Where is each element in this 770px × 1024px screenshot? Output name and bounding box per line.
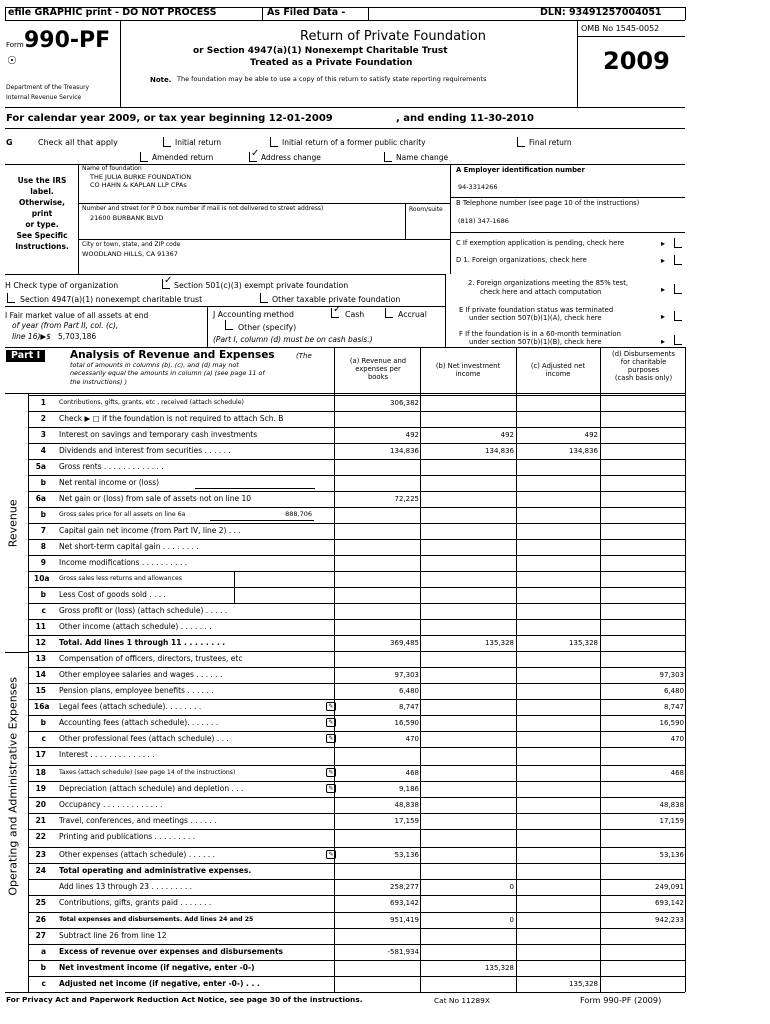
name-change-label: Name change [396, 153, 449, 162]
amount-col-d: 8,747 [663, 703, 684, 711]
note-label: Note. [150, 76, 172, 84]
accrual-label: Accrual [398, 310, 427, 319]
amount-col-b: 134,836 [485, 447, 514, 455]
line-number: 2 [40, 414, 46, 423]
check-all-intro: Check all that apply [38, 138, 118, 147]
line-number: c [41, 734, 46, 743]
line-label: Dividends and interest from securities . . . . . . [59, 446, 231, 455]
section-501c3-label: Section 501(c)(3) exempt private foundation [174, 281, 349, 290]
irs-label-line6: See Specific [16, 231, 68, 240]
amount-col-a: 53,136 [394, 851, 419, 859]
line-label: Adjusted net income (if negative, enter -0-) . . . [59, 979, 260, 988]
line-number: c [41, 606, 46, 615]
terminated-label2: under section 507(b)(1)(A), check here [469, 314, 602, 322]
amount-col-a: 72,225 [394, 495, 419, 503]
line-label: Travel, conferences, and meetings . . . . . . [59, 816, 217, 825]
fmv-line3: line 16)▶$ [12, 332, 51, 341]
amount-col-d: 942,233 [655, 916, 684, 924]
amount-col-b: 0 [509, 916, 514, 924]
col-c-header-1: (c) Adjusted net [530, 362, 586, 370]
line-label: Net investment income (if negative, enter -0-) [59, 963, 255, 972]
gross-sales-inline-value: 888,706 [285, 510, 312, 518]
cash-checkbox[interactable] [331, 308, 339, 318]
part1-title-note: (The [296, 352, 312, 360]
note-text: The foundation may be able to use a copy of this return to satisfy state reporting requirements [177, 75, 487, 83]
address-change-checkbox[interactable] [249, 152, 257, 162]
foreign-org-checkbox[interactable] [674, 255, 682, 265]
amount-col-d: 249,091 [655, 883, 684, 891]
line-number: 21 [35, 816, 46, 825]
line-label: Other expenses (attach schedule) . . . . . . [59, 850, 215, 859]
sixty-month-checkbox[interactable] [674, 335, 682, 345]
dept-line2: Internal Revenue Service [6, 94, 82, 101]
col-b-header-2: income [455, 370, 481, 378]
line-label: Printing and publications . . . . . . . . . [59, 832, 196, 841]
final-return-checkbox[interactable] [517, 137, 525, 147]
line-number: 18 [35, 768, 46, 777]
form-subtitle2: Treated as a Private Foundation [250, 58, 413, 68]
line-number: 15 [35, 686, 46, 695]
amount-col-b: 492 [500, 431, 514, 439]
part1-tag: Part I [6, 350, 45, 362]
calendar-year-prefix: For calendar year 2009, or tax year beginning 12-01-2009 [6, 113, 333, 124]
line-number: 25 [35, 898, 46, 907]
form-title: Return of Private Foundation [300, 29, 486, 44]
attachment-icon[interactable]: ✎ [326, 702, 336, 711]
amount-col-d: 97,303 [659, 671, 684, 679]
irs-label-line1: Use the IRS [17, 176, 67, 185]
g-label: G [6, 138, 13, 147]
amount-col-d: 17,159 [659, 817, 684, 825]
line-number: 11 [35, 622, 46, 631]
line-label: Less Cost of goods sold . . . . [59, 590, 166, 599]
line-number: 16a [34, 702, 50, 711]
amount-col-a: 492 [405, 431, 419, 439]
line-label: Interest . . . . . . . . . . . . . . [59, 750, 155, 759]
amount-col-b: 135,328 [485, 639, 514, 647]
attachment-icon[interactable]: ✎ [326, 850, 336, 859]
part1-desc3: the instructions) ) [70, 378, 127, 386]
initial-return-label: Initial return [175, 138, 222, 147]
line-number: 5a [35, 462, 46, 471]
cash-label: Cash [345, 310, 365, 319]
catalog-number: Cat No 11289X [434, 996, 490, 1005]
line-label: Net gain or (loss) from sale of assets not on line 10 [59, 494, 252, 503]
line-label: Add lines 13 through 23 . . . . . . . . . [59, 882, 192, 891]
initial-return-checkbox[interactable] [163, 137, 171, 147]
amount-col-c: 135,328 [569, 639, 598, 647]
arrow-icon: ▸ [661, 256, 666, 265]
amount-col-a: 693,142 [390, 899, 419, 907]
city-label: City or town, state, and ZIP code [82, 241, 181, 248]
arrow-icon: ▸ [661, 337, 666, 346]
sixty-month-label1: F If the foundation is in a 60-month termination [459, 330, 621, 338]
exemption-pending-checkbox[interactable] [674, 238, 682, 248]
line-number: 6a [35, 494, 46, 503]
line-number: b [40, 478, 46, 487]
cash-basis-note: (Part I, column (d) must be on cash basis.) [213, 335, 373, 344]
amount-col-d: 693,142 [655, 899, 684, 907]
foundation-care-of: CO HAHN & KAPLAN LLP CPAs [90, 181, 187, 189]
part1-desc2: necessarily equal the amounts in column (a) (see page 11 of [70, 369, 265, 377]
street-address: 21600 BURBANK BLVD [90, 214, 164, 222]
line-number: 7 [40, 526, 46, 535]
dln: DLN: 93491257004051 [540, 7, 662, 18]
line-label: Interest on savings and temporary cash investments [59, 430, 258, 439]
col-d-header-1: (d) Disbursements [612, 350, 675, 358]
amount-col-b: 135,328 [485, 964, 514, 972]
tax-year: 2009 [603, 47, 670, 75]
ein-value: 94-3314266 [458, 183, 498, 191]
attachment-icon[interactable]: ✎ [326, 718, 336, 727]
line-label: Other professional fees (attach schedule) . . . [59, 734, 229, 743]
amount-col-d: 6,480 [663, 687, 684, 695]
amount-col-c: 492 [584, 431, 598, 439]
line-number: 20 [35, 800, 46, 809]
privacy-notice: For Privacy Act and Paperwork Reduction Act Notice, see page 30 of the instructions. [6, 995, 363, 1004]
line-number: 27 [35, 931, 46, 940]
line-number: b [40, 718, 46, 727]
irs-label-line7: Instructions. [15, 242, 69, 251]
room-suite-label: Room/suite [409, 206, 443, 213]
initial-former-label: Initial return of a former public charity [282, 138, 426, 147]
ein-label: A Employer identification number [456, 166, 585, 174]
form-number: 990-PF [24, 28, 111, 53]
other-taxable-label: Other taxable private foundation [272, 295, 401, 304]
h-check-type-label: H Check type of organization [5, 281, 119, 290]
initial-former-checkbox[interactable] [270, 137, 278, 147]
other-method-checkbox[interactable] [225, 320, 233, 330]
omb-number: OMB No 1545-0052 [581, 24, 660, 33]
line-number: 1 [40, 398, 46, 407]
line-label: Contributions, gifts, grants paid . . . . . . . [59, 898, 212, 907]
part1-desc1: total of amounts in columns (b), (c), and (d) may not [70, 361, 239, 369]
accounting-method-label: J Accounting method [213, 310, 294, 319]
line-label: Compensation of officers, directors, trustees, etc [59, 654, 243, 663]
amount-col-a: 306,382 [390, 399, 419, 407]
line-label: Net short-term capital gain . . . . . . . . [59, 542, 199, 551]
eagle-icon: ☉ [7, 54, 17, 67]
line-number: 23 [35, 850, 46, 859]
amount-col-a: 16,590 [394, 719, 419, 727]
final-return-label: Final return [529, 138, 572, 147]
amount-col-a: 951,419 [390, 916, 419, 924]
arrow-icon: ▸ [661, 312, 666, 321]
line-number: 14 [35, 670, 46, 679]
line-label: Check ▶ □ if the foundation is not required to attach Sch. B [59, 414, 284, 423]
line-label: Income modifications . . . . . . . . . . [59, 558, 188, 567]
foundation-name: THE JULIA BURKE FOUNDATION [90, 173, 192, 181]
line-number: 8 [40, 542, 46, 551]
line-label: Gross rents . . . . . . . . . . . . . [59, 462, 164, 471]
line-number: 4 [40, 446, 46, 455]
line-label: Subtract line 26 from line 12 [59, 931, 167, 940]
line-number: b [40, 510, 46, 519]
col-c-header-2: income [545, 370, 571, 378]
line-number: 19 [35, 784, 46, 793]
amount-col-d: 53,136 [659, 851, 684, 859]
amount-col-a: -581,934 [387, 948, 419, 956]
amount-col-d: 468 [670, 769, 684, 777]
amount-col-c: 135,328 [569, 980, 598, 988]
line-label: Contributions, gifts, grants, etc , received (attach schedule) [59, 399, 244, 406]
line-label: Gross sales price for all assets on line 6a [59, 511, 186, 518]
amount-col-a: 470 [405, 735, 419, 743]
line-label: Gross sales less returns and allowances [59, 575, 183, 582]
exemption-pending-label: C If exemption application is pending, check here [456, 239, 625, 247]
form-prefix: Form [6, 41, 24, 49]
col-d-header-3: purposes [627, 366, 660, 374]
terminated-checkbox[interactable] [674, 311, 682, 321]
foreign-85-label2: check here and attach computation [480, 288, 602, 296]
line-label: Net rental income or (loss) [59, 478, 160, 487]
city-state-zip: WOODLAND HILLS, CA 91367 [82, 250, 178, 258]
line-label: Total expenses and disbursements. Add lines 24 and 25 [59, 916, 254, 923]
street-label: Number and street (or P O box number if mail is not delivered to street address) [82, 205, 324, 212]
calendar-year-suffix: , and ending 11-30-2010 [396, 113, 534, 124]
phone-value: (818) 347-1686 [458, 217, 509, 225]
dept-line1: Department of the Treasury [6, 84, 90, 91]
amount-col-a: 9,186 [398, 785, 419, 793]
line-number: 9 [40, 558, 46, 567]
line-number: 24 [35, 866, 46, 875]
filed-label: As Filed Data - [267, 7, 346, 18]
line-label: Occupancy . . . . . . . . . . . . . [59, 800, 163, 809]
amount-col-a: 468 [405, 769, 419, 777]
part1-title: Analysis of Revenue and Expenses [70, 349, 275, 361]
section-4947-label: Section 4947(a)(1) nonexempt charitable trust [20, 295, 203, 304]
attachment-icon[interactable]: ✎ [326, 734, 336, 743]
line-label: Total. Add lines 1 through 11 . . . . . . . . [59, 638, 226, 647]
col-b-header-1: (b) Net investment [435, 362, 501, 370]
line-number: 13 [35, 654, 46, 663]
arrow-icon: ▸ [661, 239, 666, 248]
attachment-icon[interactable]: ✎ [326, 784, 336, 793]
amount-col-a: 48,838 [394, 801, 419, 809]
line-label: Other income (attach schedule) . . . . . . . [59, 622, 212, 631]
line-label: Total operating and administrative expenses. [59, 866, 252, 875]
col-d-header-2: for charitable [620, 358, 667, 366]
irs-label-line3: Otherwise, [19, 198, 65, 207]
amended-return-label: Amended return [152, 153, 214, 162]
col-a-header-2: expenses per [355, 365, 401, 373]
other-taxable-checkbox[interactable] [260, 293, 268, 303]
accrual-checkbox[interactable] [385, 308, 393, 318]
address-change-label: Address change [261, 153, 321, 162]
efile-label: efile GRAPHIC print - DO NOT PROCESS [8, 7, 217, 18]
line-label: Other employee salaries and wages . . . . . . [59, 670, 223, 679]
revenue-side-label: Revenue [6, 499, 20, 548]
line-label: Taxes (attach schedule) (see page 14 of the instructions) [59, 769, 236, 776]
section-4947-checkbox[interactable] [7, 293, 15, 303]
fmv-line2: of year (from Part II, col. (c), [12, 321, 119, 330]
line-label: Excess of revenue over expenses and disbursements [59, 947, 284, 956]
amount-col-d: 48,838 [659, 801, 684, 809]
amount-col-a: 17,159 [394, 817, 419, 825]
arrow-icon: ▸ [661, 285, 666, 294]
sixty-month-label2: under section 507(b)(1)(B), check here [469, 338, 602, 346]
line-number: 26 [35, 915, 46, 924]
other-method-label: Other (specify) [238, 323, 297, 332]
line-number: b [40, 590, 46, 599]
fmv-line1: I Fair market value of all assets at end [5, 311, 149, 320]
expenses-side-label: Operating and Administrative Expenses [6, 676, 20, 896]
amount-col-a: 369,485 [390, 639, 419, 647]
foundation-name-label: Name of foundation [82, 165, 142, 172]
line-number: 22 [35, 832, 46, 841]
line-label: Pension plans, employee benefits . . . . . . [59, 686, 214, 695]
line-label: Capital gain net income (from Part IV, line 2) . . . [59, 526, 241, 535]
foreign-85-label1: 2. Foreign organizations meeting the 85% test, [468, 279, 629, 287]
line-label: Gross profit or (loss) (attach schedule) . . . . . [59, 606, 228, 615]
line-number: b [40, 963, 46, 972]
line-number: 3 [40, 430, 46, 439]
line-number: 17 [35, 750, 46, 759]
amount-col-b: 0 [509, 883, 514, 891]
amount-col-a: 258,277 [390, 883, 419, 891]
terminated-label1: E If private foundation status was terminated [459, 306, 614, 314]
amount-col-a: 8,747 [398, 703, 419, 711]
form-subtitle1: or Section 4947(a)(1) Nonexempt Charitable Trust [193, 46, 448, 56]
phone-label: B Telephone number (see page 10 of the instructions) [456, 199, 640, 207]
foreign-org-label: D 1. Foreign organizations, check here [456, 256, 587, 264]
attachment-icon[interactable]: ✎ [326, 768, 336, 777]
amount-col-a: 97,303 [394, 671, 419, 679]
col-d-header-4: (cash basis only) [614, 374, 673, 382]
line-number: a [40, 947, 46, 956]
amended-return-checkbox[interactable] [140, 152, 148, 162]
line-number: 10a [34, 574, 50, 583]
section-501c3-checkbox[interactable] [162, 279, 170, 289]
line-label: Accounting fees (attach schedule). . . . . . . [59, 718, 219, 727]
amount-col-a: 6,480 [398, 687, 419, 695]
line-number: 12 [35, 638, 46, 647]
name-change-checkbox[interactable] [384, 152, 392, 162]
col-a-header-3: books [367, 373, 389, 381]
irs-label-line2: label. [30, 187, 54, 196]
line-label: Legal fees (attach schedule). . . . . . . . [59, 702, 202, 711]
amount-col-a: 134,836 [390, 447, 419, 455]
amount-col-d: 16,590 [659, 719, 684, 727]
line-number: c [41, 979, 46, 988]
irs-label-line5: or type. [25, 220, 59, 229]
line-label: Depreciation (attach schedule) and depletion . . . [59, 784, 244, 793]
foreign-85-checkbox[interactable] [674, 284, 682, 294]
amount-col-c: 134,836 [569, 447, 598, 455]
form-reference: Form 990-PF (2009) [580, 995, 662, 1005]
col-a-header-1: (a) Revenue and [349, 357, 407, 365]
irs-label-line4: print [31, 209, 53, 218]
amount-col-d: 470 [670, 735, 684, 743]
fmv-value: 5,703,186 [58, 332, 97, 341]
